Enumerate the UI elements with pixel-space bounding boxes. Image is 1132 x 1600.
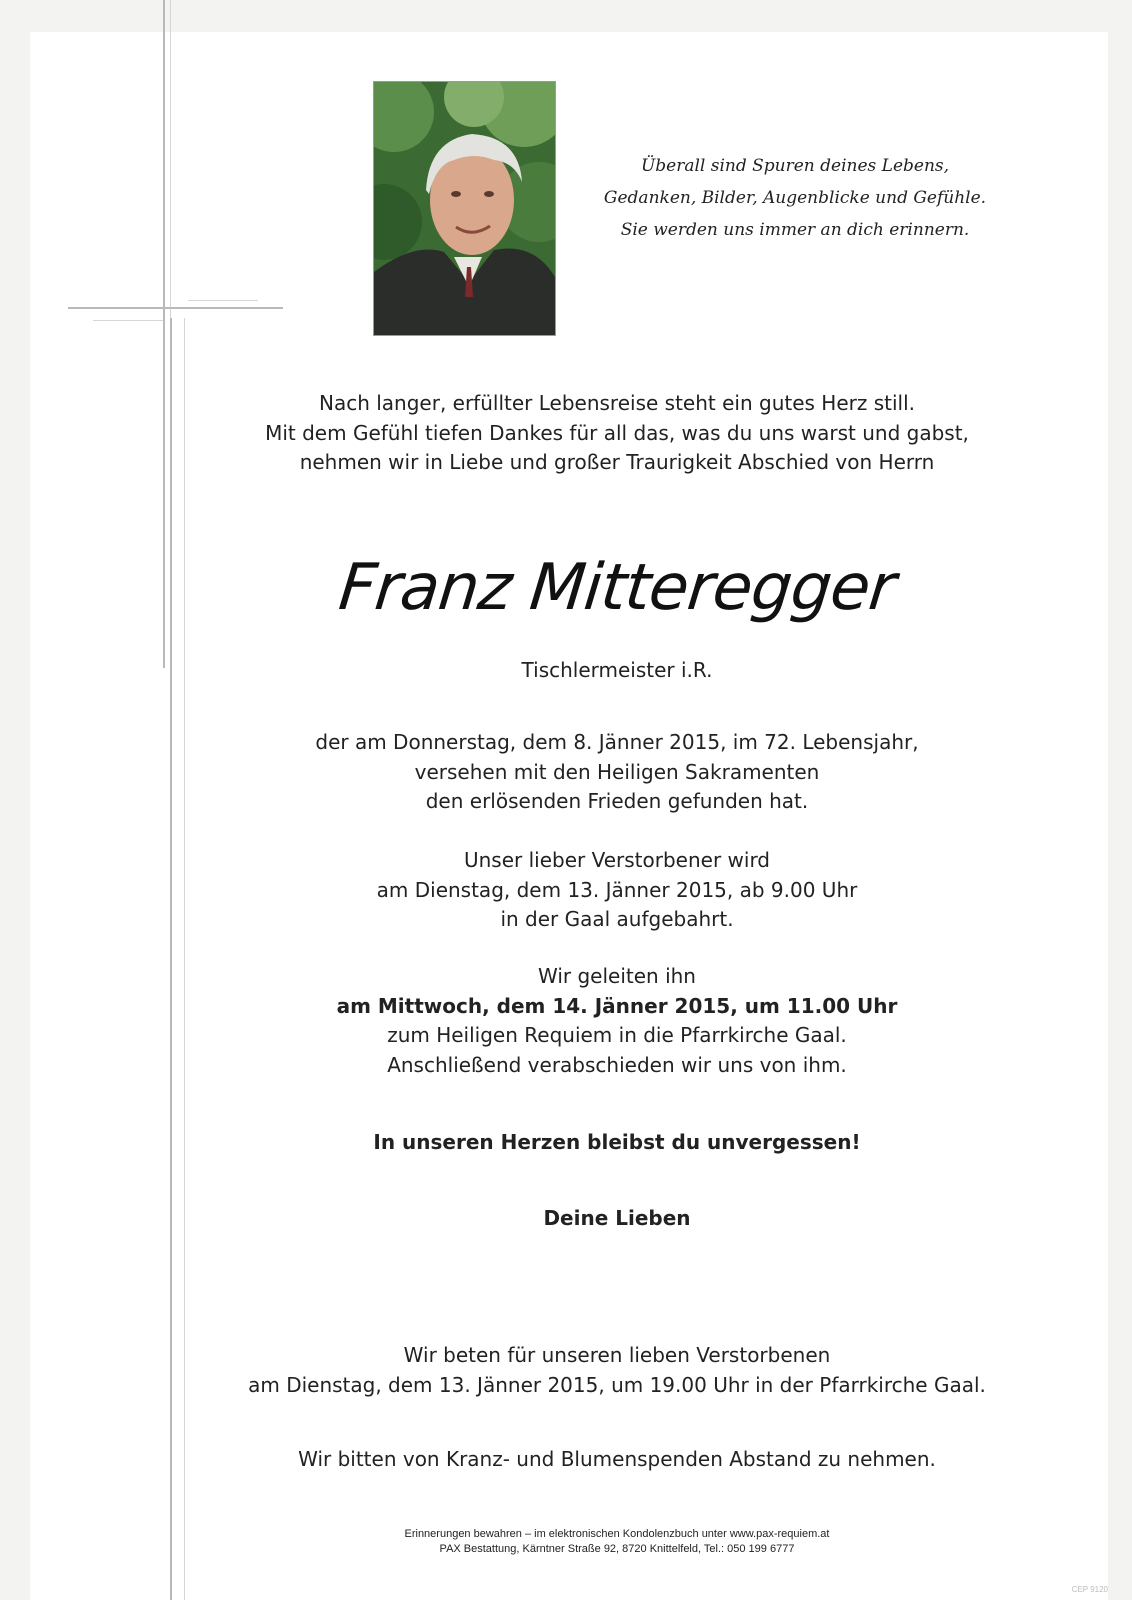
funeral-paragraph xyxy=(190,962,1044,1080)
intro-paragraph xyxy=(190,389,1044,478)
prayer-paragraph xyxy=(190,1341,1044,1400)
intro-line: Mit dem Gefühl tiefen Dankes für all das, was du uns warst und gabst, xyxy=(265,420,969,445)
funeral-line: Wir geleiten ihn xyxy=(538,964,696,988)
footer-line: Erinnerungen bewahren – im elektronischen Kondolenzbuch unter www.pax-requiem.at xyxy=(404,1528,830,1540)
funeral-line: Anschließend verabschieden wir uns von ihm. xyxy=(387,1052,847,1077)
quote-line: Überall sind Spuren deines Lebens, xyxy=(640,156,950,176)
flowers-note: Wir bitten von Kranz- und Blumenspenden Abstand zu nehmen. xyxy=(298,1447,936,1471)
footer xyxy=(190,1527,1044,1557)
death-line: versehen mit den Heiligen Sakramenten xyxy=(414,759,820,784)
funeral-date: am Mittwoch, dem 14. Jänner 2015, um 11.00 Uhr xyxy=(336,993,898,1018)
deceased-title-block xyxy=(190,656,1044,686)
portrait-photo xyxy=(373,81,556,336)
deceased-name: Franz Mitteregger xyxy=(335,551,899,625)
quote-line: Gedanken, Bilder, Augenblicke und Gefühle. xyxy=(603,188,987,208)
signature-block xyxy=(190,1204,1044,1234)
laying-out-line: Unser lieber Verstorbener wird xyxy=(463,848,771,872)
death-line: der am Donnerstag, dem 8. Jänner 2015, im 72. Lebensjahr, xyxy=(315,730,919,754)
death-paragraph xyxy=(190,728,1044,817)
print-code: CEP 9120 xyxy=(1071,1585,1108,1594)
deceased-title: Tischlermeister i.R. xyxy=(521,658,713,682)
prayer-line: Wir beten für unseren lieben Verstorbenen xyxy=(403,1343,831,1367)
memorial-quote xyxy=(575,150,1015,246)
closing-block xyxy=(190,1128,1044,1158)
intro-line: nehmen wir in Liebe und großer Traurigkeit Abschied von Herrn xyxy=(299,450,935,474)
prayer-line: am Dienstag, dem 13. Jänner 2015, um 19.00 Uhr in der Pfarrkirche Gaal. xyxy=(248,1372,986,1397)
signature: Deine Lieben xyxy=(543,1206,691,1230)
closing-line: In unseren Herzen bleibst du unvergessen! xyxy=(373,1130,861,1154)
laying-out-line: am Dienstag, dem 13. Jänner 2015, ab 9.00 Uhr xyxy=(376,877,858,902)
quote-line: Sie werden uns immer an dich erinnern. xyxy=(620,220,970,240)
footer-line: PAX Bestattung, Kärntner Straße 92, 8720 Knittelfeld, Tel.: 050 199 6777 xyxy=(439,1543,795,1555)
intro-line: Nach langer, erfüllter Lebensreise steht ein gutes Herz still. xyxy=(318,391,915,415)
laying-out-line: in der Gaal aufgebahrt. xyxy=(500,907,734,931)
laying-out-paragraph xyxy=(190,846,1044,935)
flowers-note-block xyxy=(190,1445,1044,1475)
funeral-line: zum Heiligen Requiem in die Pfarrkirche Gaal. xyxy=(387,1023,847,1047)
death-line: den erlösenden Frieden gefunden hat. xyxy=(425,789,809,813)
